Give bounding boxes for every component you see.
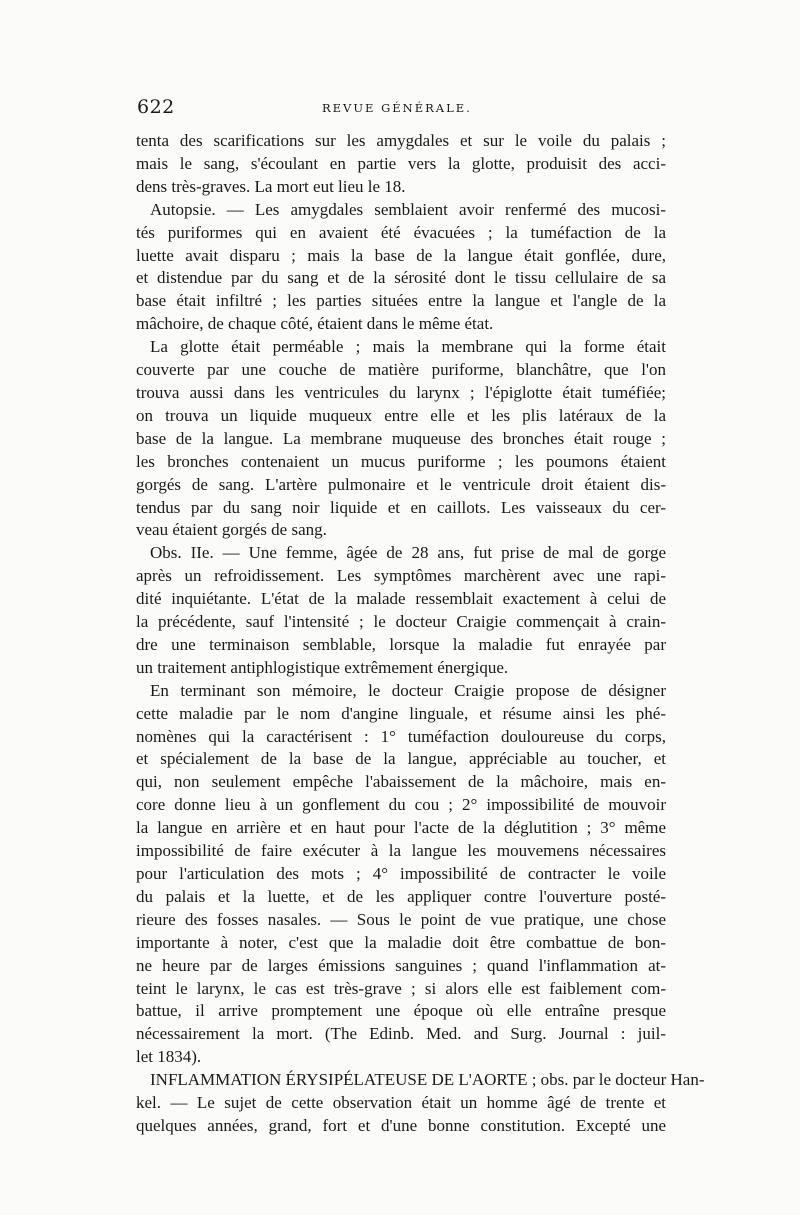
text-line: En terminant son mémoire, le docteur Craigie propose de désigner (150, 680, 666, 700)
text-line: importante à noter, c'est que la maladie doit être combattue de bon- (136, 932, 666, 952)
page-number: 622 (137, 96, 175, 118)
text-line: mâchoire, de chaque côté, étaient dans le même état. (136, 314, 494, 334)
text-line: base de la langue. La membrane muqueuse des bronches était rouge ; (136, 428, 666, 448)
text-line: rieure des fosses nasales. — Sous le point de vue pratique, une chose (136, 909, 666, 929)
page-header (137, 96, 665, 120)
text-line: trouva aussi dans les ventricules du larynx ; l'épiglotte était tuméfiée; (136, 382, 666, 402)
text-line: et distendue par du sang et de la sérosité dont le tissu cellulaire de sa (136, 268, 666, 288)
text-line: après un refroidissement. Les symptômes marchèrent avec une rapi- (136, 566, 666, 586)
text-line: les bronches contenaient un mucus puriforme ; les poumons étaient (136, 451, 666, 471)
text-line: la précédente, sauf l'intensité ; le docteur Craigie commençait à crain- (136, 612, 666, 632)
text-line: kel. — Le sujet de cette observation était un homme âgé de trente et (136, 1093, 666, 1113)
text-line: let 1834). (136, 1047, 202, 1067)
text-line: impossibilité de faire exécuter à la langue les mouvemens nécessaires (136, 841, 666, 861)
body-text (136, 130, 705, 1138)
text-line: nécessairement la mort. (The Edinb. Med. and Surg. Journal : juil- (136, 1024, 666, 1044)
text-line: tendus par du sang noir liquide et en caillots. Les vaisseaux du cer- (136, 497, 666, 517)
text-line: core donne lieu à un gonflement du cou ; 2° impossibilité de mouvoir (136, 795, 666, 815)
text-line: Obs. IIe. — Une femme, âgée de 28 ans, fut prise de mal de gorge (150, 543, 666, 563)
text-line: quelques années, grand, fort et d'une bonne constitution. Excepté une (136, 1115, 666, 1135)
text-line: dens très-graves. La mort eut lieu le 18. (136, 176, 406, 196)
text-line: teint le larynx, le cas est très-grave ; si alors elle est faiblement com- (136, 978, 666, 998)
text-line: couverte par une couche de matière puriforme, blanchâtre, que l'on (136, 360, 666, 380)
text-line: ne heure par de larges émissions sanguines ; quand l'inflammation at- (136, 955, 666, 975)
text-line: un traitement antiphlogistique extrêmement énergique. (136, 657, 509, 677)
text-line: et spécialement de la base de la langue, appréciable au toucher, et (136, 749, 666, 769)
text-line: dité inquiétante. L'état de la malade ressemblait exactement à celui de (136, 589, 666, 609)
text-line: luette avait disparu ; mais la base de la langue était gonflée, dure, (136, 245, 666, 265)
text-line: cette maladie par le nom d'angine linguale, et résume ainsi les phé- (136, 703, 666, 723)
text-line: qui, non seulement empêche l'abaissement de la mâchoire, mais en- (136, 772, 666, 792)
text-line: Autopsie. — Les amygdales semblaient avoir renfermé des mucosi- (150, 199, 666, 219)
running-title: REVUE GÉNÉRALE. (322, 101, 472, 115)
text-line: gorgés de sang. L'artère pulmonaire et le ventricule droit étaient dis- (136, 474, 666, 494)
text-line: base était infiltré ; les parties situées entre la langue et l'angle de la (136, 291, 666, 311)
text-line: mais le sang, s'écoulant en partie vers la glotte, produisit des acci- (136, 153, 666, 173)
text-line: nomènes qui la caractérisent : 1° tuméfaction douloureuse du corps, (136, 726, 666, 746)
text-line: du palais et la luette, et de les appliquer contre l'ouverture posté- (136, 886, 666, 906)
text-line: tenta des scarifications sur les amygdales et sur le voile du palais ; (136, 131, 666, 150)
text-line: tés puriformes qui en avaient été évacuées ; la tuméfaction de la (136, 222, 666, 242)
text-line: on trouva un liquide muqueux entre elle et les plis latéraux de la (136, 405, 666, 425)
text-line: veau étaient gorgés de sang. (136, 520, 327, 540)
text-line: dre une terminaison semblable, lorsque la maladie fut enrayée par (136, 634, 666, 654)
text-line: La glotte était perméable ; mais la membrane qui la forme était (150, 337, 666, 357)
text-line: la langue en arrière et en haut pour l'acte de la déglutition ; 3° même (136, 818, 666, 838)
text-line: battue, il arrive promptement une époque où elle entraîne presque (136, 1001, 666, 1021)
text-line: pour l'articulation des mots ; 4° impossibilité de contracter le voile (136, 864, 666, 883)
section-heading-line: INFLAMMATION ÉRYSIPÉLATEUSE DE L'AORTE ; obs. par le docteur Han- (150, 1070, 705, 1090)
